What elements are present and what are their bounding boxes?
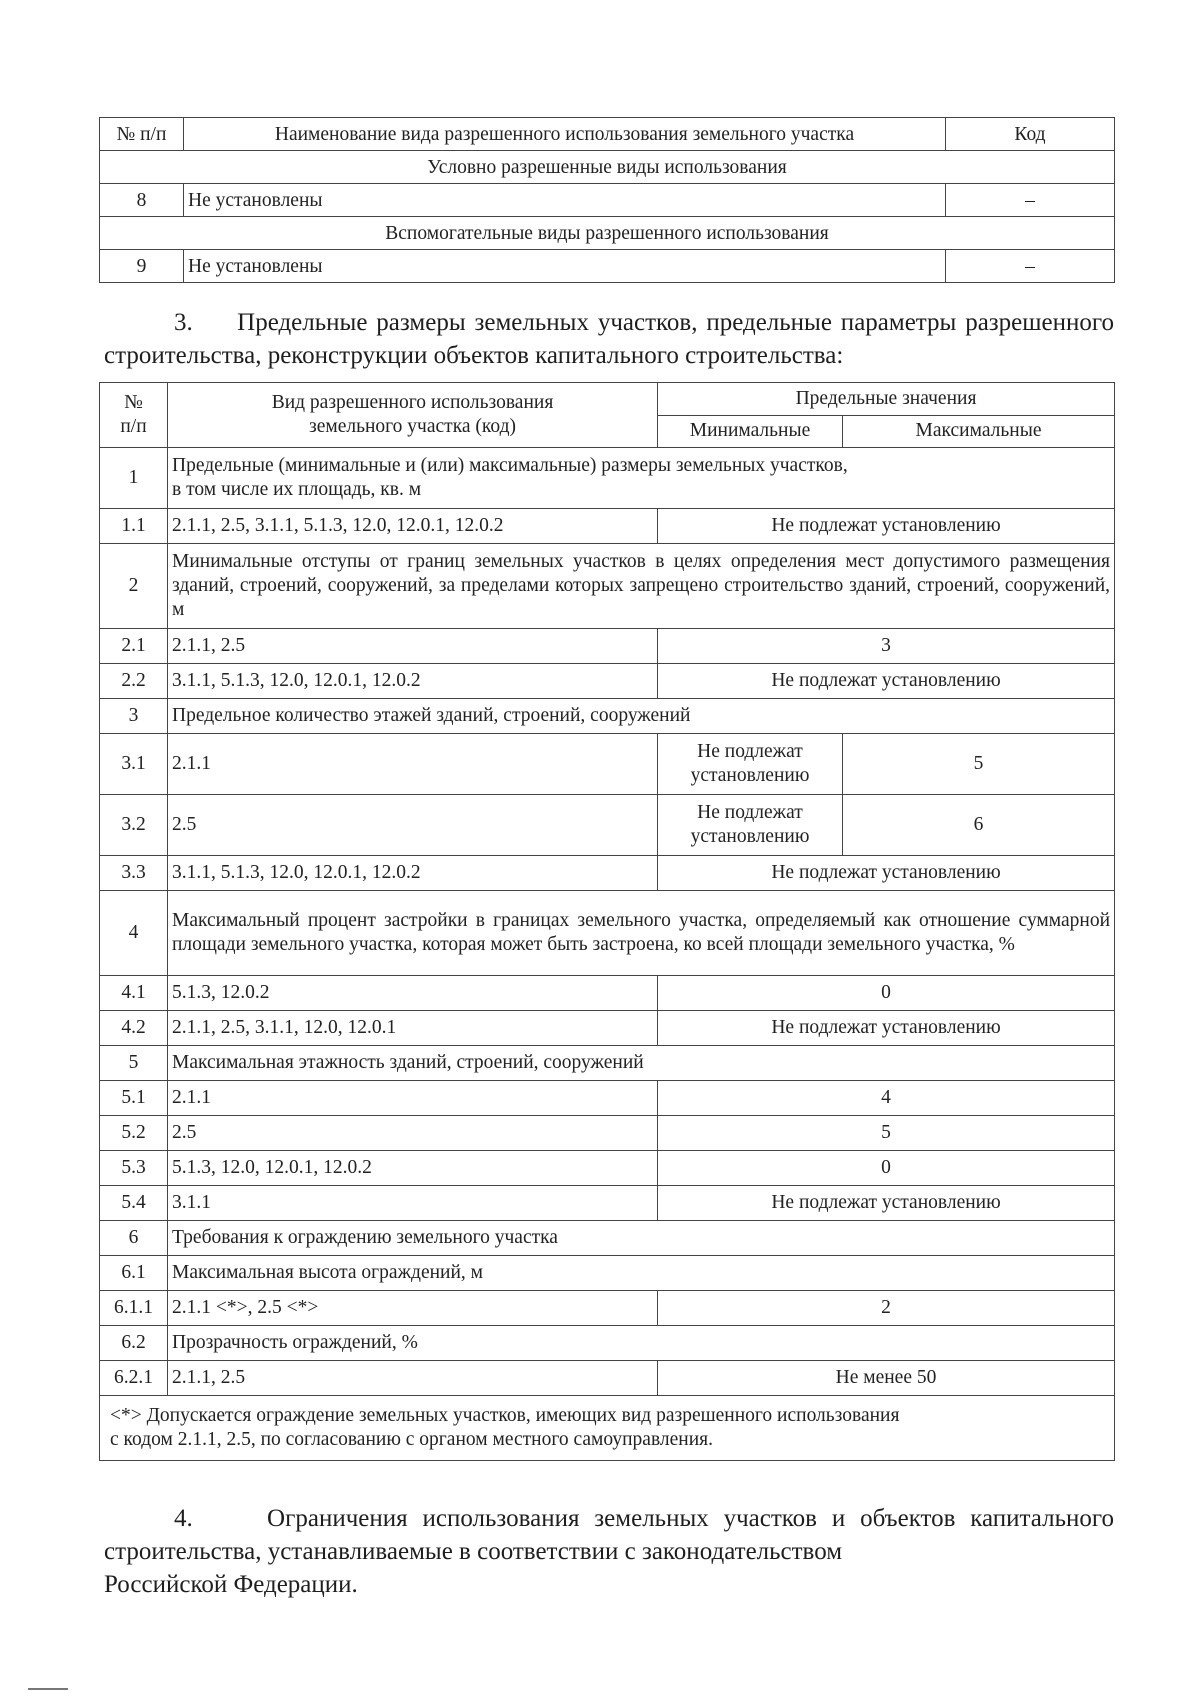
row-value: 3: [658, 629, 1115, 664]
section-row: [100, 217, 1115, 250]
table-row: [100, 509, 1115, 544]
row-value: Не менее 50: [658, 1361, 1115, 1396]
header-name: Наименование вида разрешенного использования земельного участка: [184, 118, 946, 151]
table-row: [100, 1046, 1115, 1081]
section-conditional: Условно разрешенные виды использования: [100, 151, 1115, 184]
table-row: [100, 1326, 1115, 1361]
page-edge-mark: [28, 1688, 68, 1690]
row-num: 6.2: [100, 1326, 168, 1361]
table-header-row: [100, 118, 1115, 151]
row-min: [658, 795, 843, 856]
row-value: 5: [658, 1116, 1115, 1151]
section-row: [100, 151, 1115, 184]
row-heading: Требования к ограждению земельного участка: [168, 1221, 1115, 1256]
row-min-line1: Не подлежат: [697, 802, 803, 823]
table-row: [100, 976, 1115, 1011]
row-code: –: [946, 184, 1115, 217]
limits-table: [99, 382, 1115, 1461]
row-heading: Максимальная этажность зданий, строений, сооружений: [168, 1046, 1115, 1081]
row-codes: 2.1.1, 2.5, 3.1.1, 5.1.3, 12.0, 12.0.1, 12.0.2: [168, 509, 658, 544]
header-type: [168, 383, 658, 448]
table-row: [100, 1221, 1115, 1256]
paragraph-3: [104, 306, 1114, 372]
row-num: 4.2: [100, 1011, 168, 1046]
row-num: 3.1: [100, 734, 168, 795]
header-limits: Предельные значения: [658, 383, 1115, 416]
row-codes: 5.1.3, 12.0, 12.0.1, 12.0.2: [168, 1151, 658, 1186]
row-codes: 3.1.1, 5.1.3, 12.0, 12.0.1, 12.0.2: [168, 856, 658, 891]
row-num: 6.2.1: [100, 1361, 168, 1396]
row-heading: Предельное количество этажей зданий, строений, сооружений: [168, 699, 1115, 734]
table-row: [100, 1256, 1115, 1291]
row-num: 5.3: [100, 1151, 168, 1186]
row-min-line2: установлению: [690, 765, 810, 786]
row-num: 6.1: [100, 1256, 168, 1291]
row-codes: 2.1.1 <*>, 2.5 <*>: [168, 1291, 658, 1326]
table-row: [100, 856, 1115, 891]
table-row: [100, 1011, 1115, 1046]
row-codes: 2.5: [168, 1116, 658, 1151]
footnote-line1: <*> Допускается ограждение земельных участков, имеющих вид разрешенного использования: [110, 1405, 900, 1426]
row-heading: Максимальная высота ограждений, м: [168, 1256, 1115, 1291]
row-heading: Прозрачность ограждений, %: [168, 1326, 1115, 1361]
row-value: Не подлежат установлению: [658, 856, 1115, 891]
row-num: 4.1: [100, 976, 168, 1011]
row-value: 0: [658, 976, 1115, 1011]
table-row: [100, 699, 1115, 734]
row-value: 2: [658, 1291, 1115, 1326]
section-auxiliary: Вспомогательные виды разрешенного использования: [100, 217, 1115, 250]
header-type-line2: земельного участка (код): [309, 416, 516, 437]
row-min: [658, 734, 843, 795]
row-num: 5.2: [100, 1116, 168, 1151]
row-min-line2: установлению: [690, 826, 810, 847]
row-min-line1: Не подлежат: [697, 741, 803, 762]
row-num: 9: [100, 250, 184, 283]
header-min: Минимальные: [658, 415, 843, 448]
header-max: Максимальные: [843, 415, 1115, 448]
footnote-row: [100, 1396, 1115, 1461]
row-name: Не установлены: [184, 250, 946, 283]
table-row: [100, 664, 1115, 699]
row-value: Не подлежат установлению: [658, 664, 1115, 699]
header-num: № п/п: [100, 118, 184, 151]
table-row: [100, 250, 1115, 283]
row-num: 2.2: [100, 664, 168, 699]
row-num: 1: [100, 448, 168, 509]
row-num: 6: [100, 1221, 168, 1256]
row-codes: 3.1.1, 5.1.3, 12.0, 12.0.1, 12.0.2: [168, 664, 658, 699]
row-heading-line2: в том числе их площадь, кв. м: [172, 479, 422, 500]
header-type-line1: Вид разрешенного использования: [271, 392, 554, 413]
row-codes: 5.1.3, 12.0.2: [168, 976, 658, 1011]
header-num-line1: №: [124, 392, 143, 413]
footnote-line2: с кодом 2.1.1, 2.5, по согласованию с органом местного самоуправления.: [110, 1429, 714, 1450]
table-header-row: [100, 383, 1115, 416]
table-row: [100, 1361, 1115, 1396]
row-num: 5.4: [100, 1186, 168, 1221]
row-num: 5: [100, 1046, 168, 1081]
row-value: Не подлежат установлению: [658, 509, 1115, 544]
table-row: [100, 795, 1115, 856]
row-code: –: [946, 250, 1115, 283]
row-codes: 2.1.1, 2.5: [168, 1361, 658, 1396]
table-row: [100, 734, 1115, 795]
table-row: [100, 1186, 1115, 1221]
row-num: 2: [100, 544, 168, 629]
paragraph-4-text-last: Российской Федерации.: [104, 1571, 358, 1598]
row-num: 3: [100, 699, 168, 734]
row-value: Не подлежат установлению: [658, 1011, 1115, 1046]
table-row: [100, 1081, 1115, 1116]
row-num: 5.1: [100, 1081, 168, 1116]
paragraph-3-text: Предельные размеры земельных участков, предельные параметры разрешенного строительства, реконструкции объектов капитального строительства:: [104, 309, 1115, 369]
row-heading: [168, 448, 1115, 509]
header-num-line2: п/п: [120, 416, 147, 437]
row-num: 2.1: [100, 629, 168, 664]
paragraph-4-text: Ограничения использования земельных участков и объектов капитального строительства, устанавливаемые в соответствии с законодательством: [104, 1505, 1114, 1565]
header-code: Код: [946, 118, 1115, 151]
row-num: 1.1: [100, 509, 168, 544]
row-max: 5: [843, 734, 1115, 795]
row-value: 0: [658, 1151, 1115, 1186]
row-codes: 2.5: [168, 795, 658, 856]
row-value: Не подлежат установлению: [658, 1186, 1115, 1221]
row-num: 6.1.1: [100, 1291, 168, 1326]
row-heading: Максимальный процент застройки в границах земельного участка, определяемый как отношение суммарной площади земельного участка, которая может быть застроена, ко всей площади земельного участка, %: [168, 891, 1115, 976]
permitted-use-table: [99, 117, 1115, 283]
table-row: [100, 891, 1115, 976]
paragraph-4: [104, 1502, 1114, 1601]
row-num: 3.2: [100, 795, 168, 856]
row-max: 6: [843, 795, 1115, 856]
table-row: [100, 1291, 1115, 1326]
row-num: 4: [100, 891, 168, 976]
table-row: [100, 1151, 1115, 1186]
row-value: 4: [658, 1081, 1115, 1116]
row-name: Не установлены: [184, 184, 946, 217]
table-row: [100, 448, 1115, 509]
row-num: 3.3: [100, 856, 168, 891]
row-num: 8: [100, 184, 184, 217]
table-row: [100, 184, 1115, 217]
header-num: [100, 383, 168, 448]
row-codes: 2.1.1, 2.5: [168, 629, 658, 664]
paragraph-4-number: 4.: [174, 1505, 193, 1532]
table-row: [100, 1116, 1115, 1151]
paragraph-3-number: 3.: [174, 309, 193, 336]
row-codes: 3.1.1: [168, 1186, 658, 1221]
table-row: [100, 629, 1115, 664]
row-codes: 2.1.1: [168, 734, 658, 795]
row-heading-line1: Предельные (минимальные и (или) максимальные) размеры земельных участков,: [172, 455, 848, 476]
row-heading: Минимальные отступы от границ земельных участков в целях определения мест допустимого размещения зданий, строений, сооружений, за пределами которых запрещено строительство зданий, строений, сооружений, м: [168, 544, 1115, 629]
table-row: [100, 544, 1115, 629]
footnote: [100, 1396, 1115, 1461]
row-codes: 2.1.1: [168, 1081, 658, 1116]
row-codes: 2.1.1, 2.5, 3.1.1, 12.0, 12.0.1: [168, 1011, 658, 1046]
